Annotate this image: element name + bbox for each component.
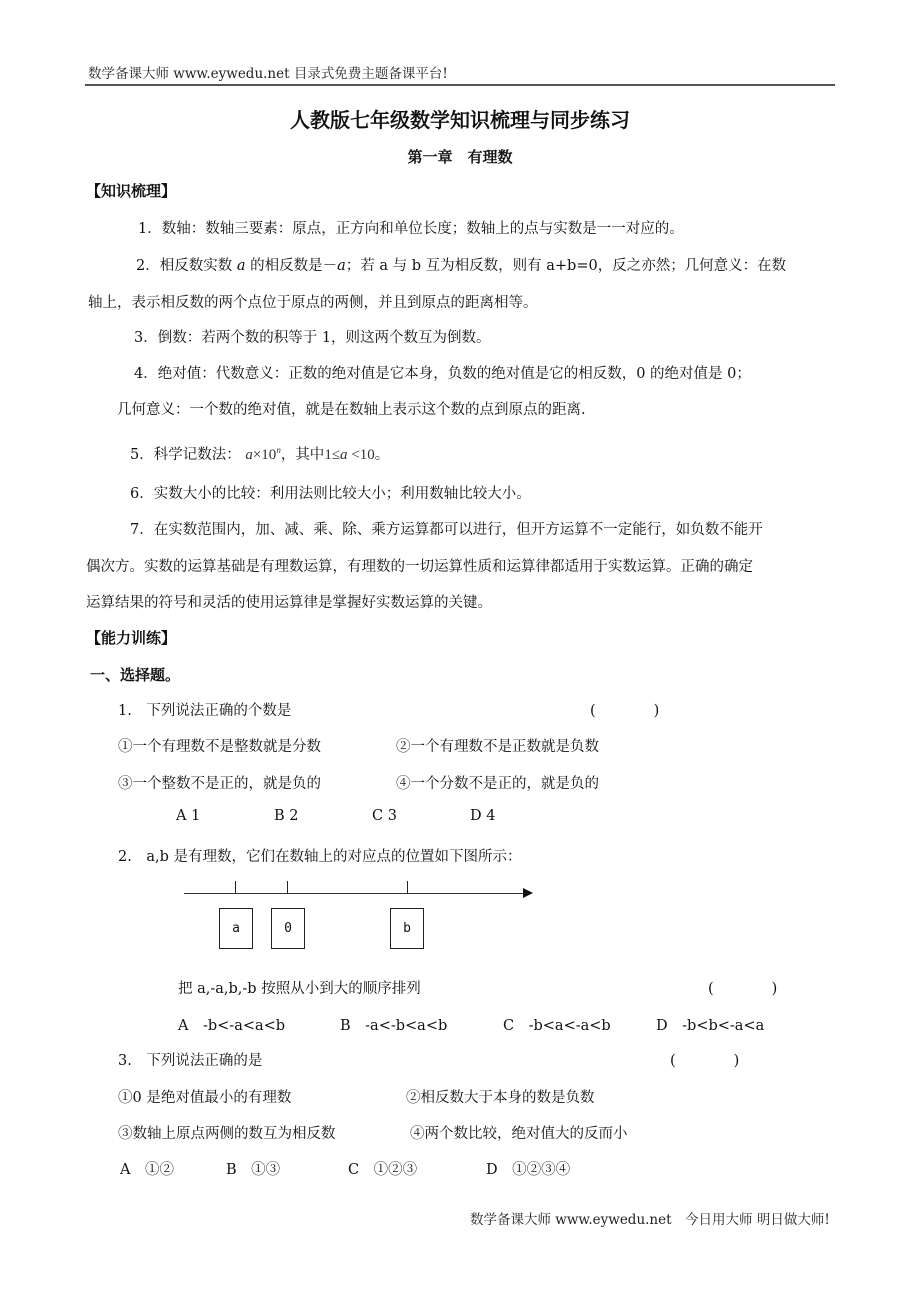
question-3-statement-4: ④两个数比较，绝对值大的反而小 xyxy=(410,1126,628,1142)
knowledge-item-4: 4．绝对值：代数意义：正数的绝对值是它本身，负数的绝对值是它的相反数，0 的绝对值是 0； xyxy=(134,366,751,382)
page-footer: 数学备课大师 www.eywedu.net 今日用大师 明日做大师! xyxy=(470,1212,830,1228)
document-title: 人教版七年级数学知识梳理与同步练习 xyxy=(290,108,630,132)
knowledge-item-4-cont: 几何意义：一个数的绝对值，就是在数轴上表示这个数的点到原点的距离. xyxy=(117,402,586,418)
times-ten: ×10 xyxy=(252,447,277,463)
section-heading-knowledge: 【知识梳理】 xyxy=(86,182,177,200)
section-multiple-choice: 一、选择题。 xyxy=(90,666,181,684)
number-line-axis xyxy=(184,893,524,894)
question-2-sub-stem: 把 a,-a,b,-b 按照从小到大的顺序排列 xyxy=(178,981,421,997)
question-2-stem: 2. a,b 是有理数，它们在数轴上的对应点的位置如下图所示： xyxy=(118,849,522,865)
question-1-statement-4: ④一个分数不是正的，就是负的 xyxy=(396,776,599,792)
question-2-option-b[interactable]: B -a<-b<a<b xyxy=(340,1018,448,1034)
question-3-option-d[interactable]: D ①②③④ xyxy=(486,1162,571,1178)
variable-a: a xyxy=(340,447,348,463)
variable-a: a xyxy=(337,258,346,274)
question-1-option-a[interactable]: A 1 xyxy=(176,808,201,824)
label-box-b: b xyxy=(390,908,424,949)
question-2-answer-blank[interactable]: ( ) xyxy=(708,981,778,997)
text-fragment: 1≤ xyxy=(324,447,341,463)
question-3-option-c[interactable]: C ①②③ xyxy=(348,1162,418,1178)
knowledge-item-2-cont: 轴上，表示相反数的两个点位于原点的两侧，并且到原点的距离相等。 xyxy=(88,295,538,311)
question-3-option-b[interactable]: B ①③ xyxy=(226,1162,281,1178)
question-1-statement-1: ①一个有理数不是整数就是分数 xyxy=(118,739,321,755)
chapter-title: 第一章 有理数 xyxy=(407,148,513,166)
scientific-notation-formula xyxy=(245,447,280,463)
item-label: 5．科学记数法： xyxy=(130,447,241,463)
text-fragment: ；若 a 与 b 互为相反数，则有 a+b=0，反之亦然；几何意义：在数 xyxy=(345,258,787,274)
text-fragment: <10 xyxy=(347,447,375,463)
question-1-option-d[interactable]: D 4 xyxy=(470,808,496,824)
question-2-option-d[interactable]: D -b<b<-a<a xyxy=(656,1018,765,1034)
question-3-statement-1: ①0 是绝对值最小的有理数 xyxy=(118,1090,292,1106)
question-1-option-b[interactable]: B 2 xyxy=(274,808,299,824)
section-heading-practice: 【能力训练】 xyxy=(86,629,177,647)
knowledge-item-7-cont2: 运算结果的符号和灵活的使用运算律是掌握好实数运算的关键。 xyxy=(86,595,492,611)
knowledge-item-5 xyxy=(130,443,389,464)
question-1-statement-2: ②一个有理数不是正数就是负数 xyxy=(396,739,599,755)
text-fragment: 。 xyxy=(374,447,390,463)
variable-a: a xyxy=(245,447,253,463)
question-1-option-c[interactable]: C 3 xyxy=(372,808,397,824)
tick-b xyxy=(407,881,408,893)
variable-a: a xyxy=(236,258,246,274)
page-header: 数学备课大师 www.eywedu.net 目录式免费主题备课平台! xyxy=(88,66,448,82)
question-3-statement-2: ②相反数大于本身的数是负数 xyxy=(406,1090,595,1106)
text-fragment: ，其中 xyxy=(280,447,325,463)
knowledge-item-6: 6．实数大小的比较：利用法则比较大小；利用数轴比较大小。 xyxy=(130,486,531,502)
condition-formula xyxy=(324,447,374,463)
tick-zero xyxy=(287,881,288,893)
text-fragment: 的相反数是－ xyxy=(245,258,338,274)
knowledge-item-7-cont: 偶次方。实数的运算基础是有理数运算，有理数的一切运算性质和运算律都适用于实数运算。正确的确定 xyxy=(86,559,753,575)
question-2-option-a[interactable]: A -b<-a<a<b xyxy=(178,1018,286,1034)
header-divider xyxy=(85,84,835,86)
question-2-option-c[interactable]: C -b<a<-a<b xyxy=(503,1018,611,1034)
question-3-option-a[interactable]: A ①② xyxy=(120,1162,174,1178)
tick-a xyxy=(235,881,236,893)
question-1-answer-blank[interactable]: ( ) xyxy=(590,703,660,719)
question-1-stem: 1. 下列说法正确的个数是 xyxy=(118,703,292,719)
text-fragment: 2．相反数实数 xyxy=(136,258,237,274)
knowledge-item-2 xyxy=(136,254,786,275)
knowledge-item-3: 3．倒数：若两个数的积等于 1，则这两个数互为倒数。 xyxy=(134,330,491,346)
exponent-n: n xyxy=(276,445,281,455)
knowledge-item-1: 1．数轴：数轴三要素：原点，正方向和单位长度；数轴上的点与实数是一一对应的。 xyxy=(138,221,684,237)
knowledge-item-7: 7．在实数范围内，加、减、乘、除、乘方运算都可以进行，但开方运算不一定能行，如负数不能开 xyxy=(130,522,763,538)
question-3-statement-3: ③数轴上原点两侧的数互为相反数 xyxy=(118,1126,336,1142)
question-3-answer-blank[interactable]: ( ) xyxy=(670,1053,740,1069)
label-box-a: a xyxy=(219,908,253,949)
arrow-right-icon xyxy=(523,888,533,898)
question-1-statement-3: ③一个整数不是正的，就是负的 xyxy=(118,776,321,792)
label-box-zero: 0 xyxy=(271,908,305,949)
question-3-stem: 3. 下列说法正确的是 xyxy=(118,1053,263,1069)
